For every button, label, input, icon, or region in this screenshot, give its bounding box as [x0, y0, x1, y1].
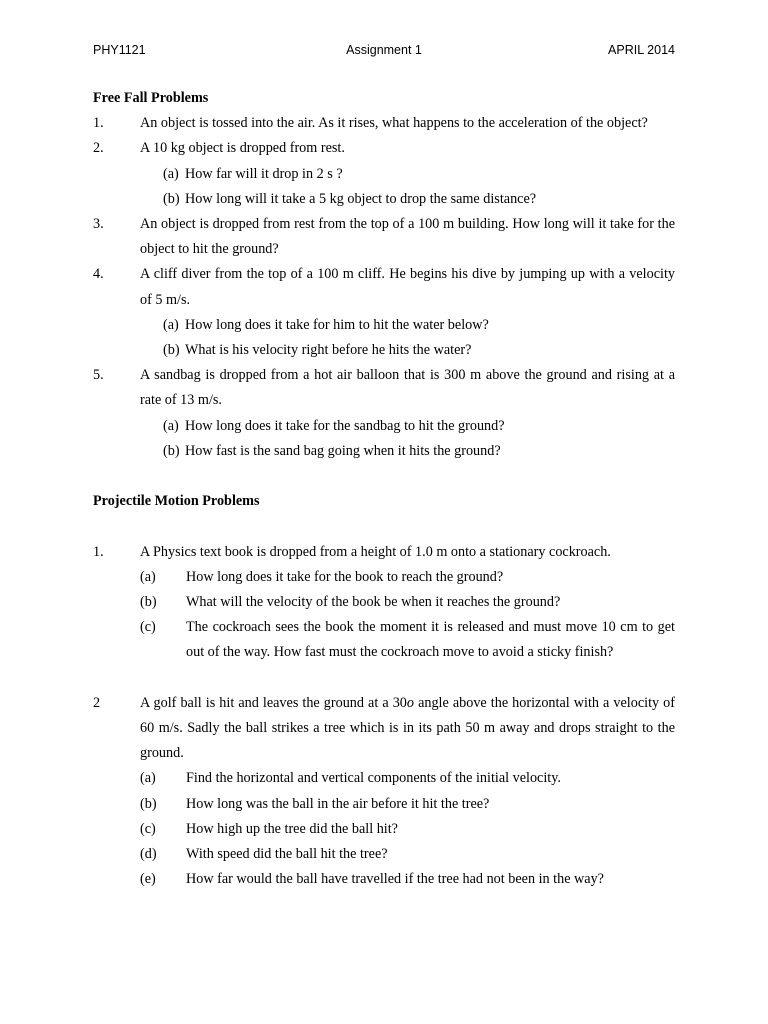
question-text: A sandbag is dropped from a hot air balloon that is 300 m above the ground and rising at a rate of 13 m/s.: [140, 367, 675, 409]
sub-question-label: (b): [163, 190, 180, 207]
question-text: [140, 695, 675, 761]
question-text: An object is dropped from rest from the top of a 100 m building. How long will it take for the object to hit the ground?: [140, 216, 675, 258]
question-text-part: A golf ball is hit and leaves the ground at a 30: [140, 694, 407, 711]
sub-question: [93, 565, 675, 590]
sub-question-label: (b): [140, 594, 157, 610]
question-number: 3.: [93, 216, 104, 232]
page-header: [93, 43, 675, 61]
sub-question-text: With speed did the ball hit the tree?: [186, 846, 388, 863]
question-text-part: angle above the horizontal with a velocity of 60 m/s. Sadly the ball strikes a tree which is in its path 50 m away and drops straight to the ground.: [140, 694, 675, 762]
sub-question: [93, 439, 675, 464]
sub-question-label: (b): [163, 342, 180, 359]
section-title-projectile: Projectile Motion Problems: [93, 493, 260, 510]
sub-question-label: (a): [163, 165, 179, 182]
assignment-date: APRIL 2014: [608, 43, 675, 57]
sub-question-text: How long will it take a 5 kg object to drop the same distance?: [185, 190, 537, 207]
sub-question-label: (d): [140, 846, 157, 863]
sub-question-text: What will the velocity of the book be when it reaches the ground?: [186, 594, 561, 610]
sub-question-label: (b): [163, 442, 180, 459]
question-item: [93, 691, 675, 767]
question-number: 4.: [93, 266, 104, 283]
sub-question-text: What is his velocity right before he hits the water?: [185, 342, 472, 359]
sub-question: [93, 162, 675, 187]
sub-question-label: (a): [163, 316, 179, 333]
sub-question: [93, 187, 675, 212]
degree-symbol: o: [406, 694, 414, 711]
sub-question-text: The cockroach sees the book the moment it is released and must move 10 cm to get out of the way. How fast must the cockroach move to avoid a sticky finish?: [186, 619, 675, 661]
assignment-title: Assignment 1: [346, 43, 422, 57]
sub-question: [93, 615, 675, 665]
question-item: [93, 136, 675, 161]
sub-question: [93, 792, 675, 817]
question-number: 2.: [93, 140, 104, 157]
sub-question-label: (a): [163, 417, 179, 434]
spacer: [93, 666, 675, 691]
question-text: An object is tossed into the air. As it rises, what happens to the acceleration of the object?: [140, 115, 648, 132]
sub-question-label: (c): [140, 619, 156, 636]
sub-question: [93, 817, 675, 842]
question-item: [93, 540, 675, 565]
question-item: [93, 262, 675, 312]
sub-question-text: How far will it drop in 2 s ?: [185, 165, 343, 182]
sub-question: [93, 766, 675, 791]
sub-question-label: (a): [140, 770, 156, 787]
sub-question-text: How long does it take for the book to reach the ground?: [186, 568, 504, 585]
sub-question: [93, 842, 675, 867]
spacer: [93, 464, 675, 489]
question-text: A Physics text book is dropped from a height of 1.0 m onto a stationary cockroach.: [140, 543, 611, 560]
question-text: A 10 kg object is dropped from rest.: [140, 140, 345, 157]
sub-question: [93, 867, 675, 892]
sub-question: [93, 414, 675, 439]
question-item: [93, 212, 675, 262]
sub-question-text: How long does it take for him to hit the water below?: [185, 316, 489, 333]
spacer: [93, 514, 675, 539]
question-number: 5.: [93, 367, 104, 384]
sub-question: [93, 338, 675, 363]
question-text: A cliff diver from the top of a 100 m cliff. He begins his dive by jumping up with a velocity of 5 m/s.: [140, 266, 675, 308]
question-item: [93, 363, 675, 413]
sub-question-label: (b): [140, 795, 157, 812]
sub-question-label: (a): [140, 568, 156, 585]
question-number: 1.: [93, 543, 104, 560]
question-item: [93, 111, 675, 136]
sub-question-text: Find the horizontal and vertical components of the initial velocity.: [186, 770, 561, 787]
sub-question-text: How long does it take for the sandbag to hit the ground?: [185, 417, 505, 434]
section-title-free-fall: Free Fall Problems: [93, 90, 209, 106]
sub-question-text: How far would the ball have travelled if the tree had not been in the way?: [186, 871, 604, 888]
sub-question-text: How fast is the sand bag going when it hits the ground?: [185, 442, 501, 459]
sub-question-text: How long was the ball in the air before it hit the tree?: [186, 795, 490, 812]
sub-question-label: (c): [140, 820, 156, 837]
sub-question: [93, 590, 675, 615]
course-code: PHY1121: [93, 43, 146, 57]
document-body: [93, 86, 675, 892]
question-number: 1.: [93, 115, 104, 132]
question-number: 2: [93, 694, 101, 711]
sub-question-text: How high up the tree did the ball hit?: [186, 820, 398, 837]
sub-question: [93, 313, 675, 338]
sub-question-label: (e): [140, 871, 156, 888]
